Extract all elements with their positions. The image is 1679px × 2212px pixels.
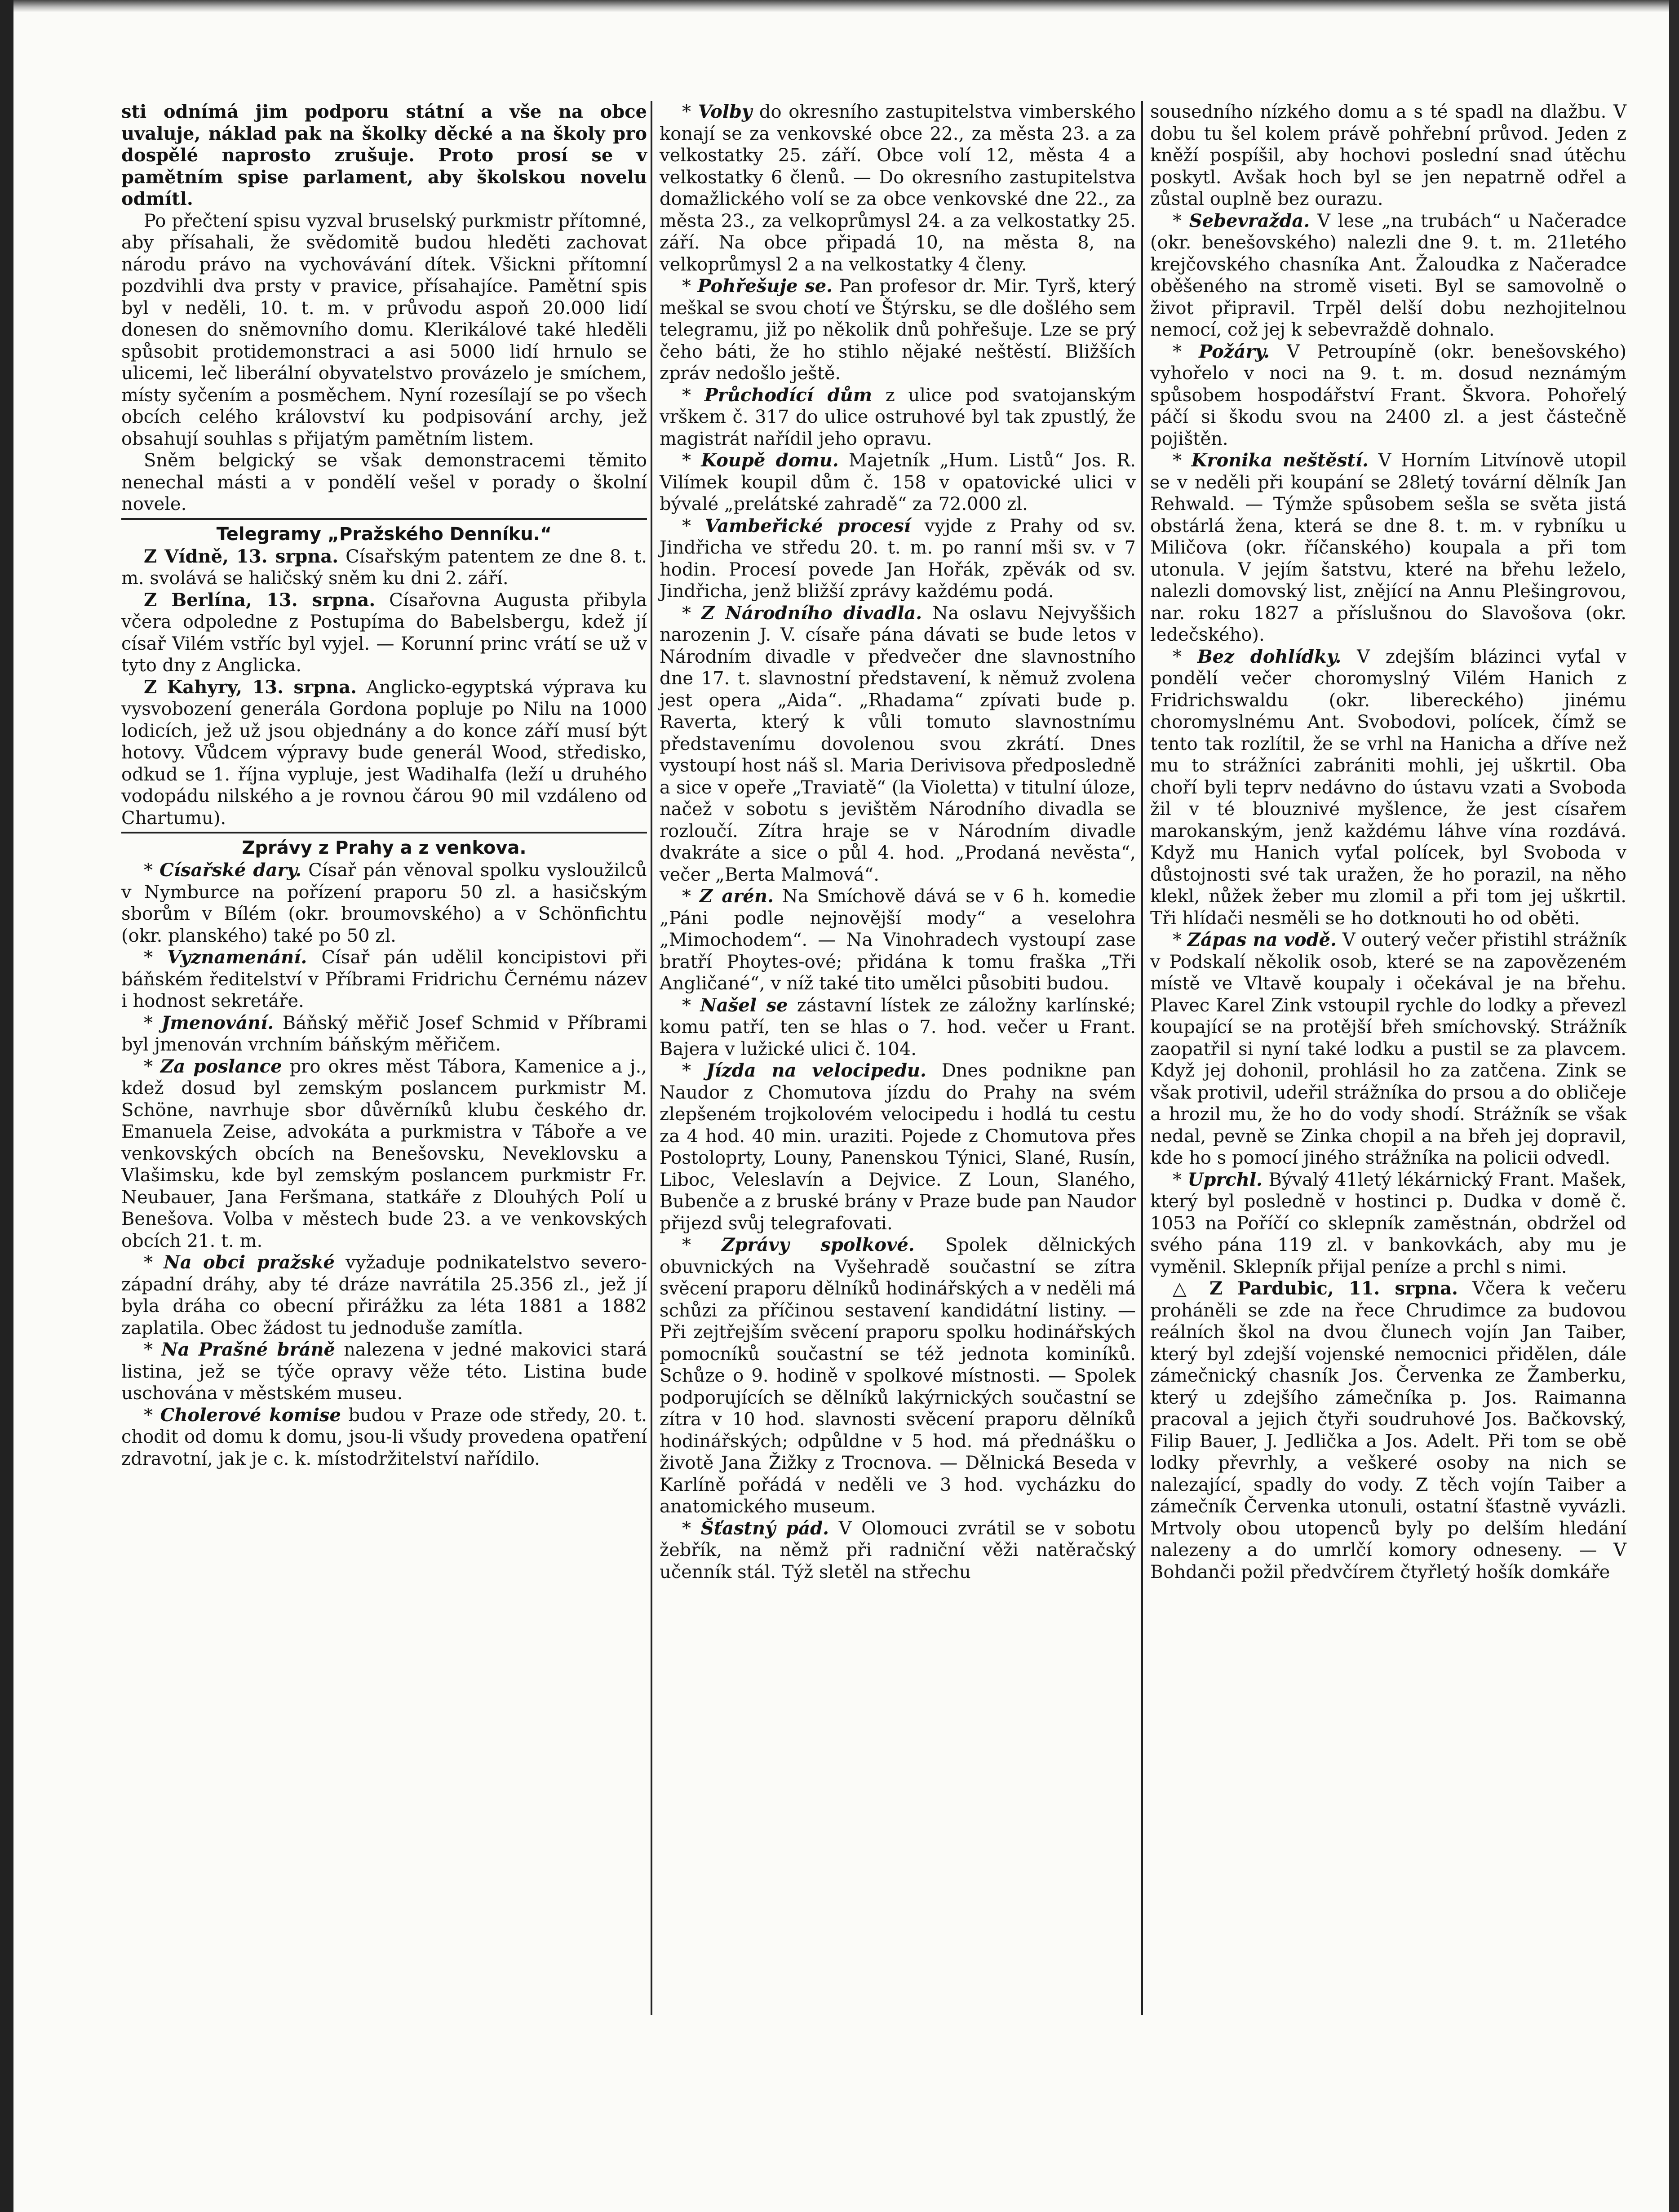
news-title: Vambeřické procesí	[704, 515, 911, 536]
news-text: pro okres měst Tábora, Kamenice a j., kdež dosud byl zemským poslancem purkmistr M. Schöne, navrhuje sbor důvěrníků klubu českého dr. Emanuela Zeise, advokáta a purkmistra v Táboře a ve venkovských obcích na Benešovsku, Neveklovsku a Vlašimsku, kde byl zemským poslancem purkmistr Fr. Neubauer, Jana Feršmana, statkáře z Dlouhých Polí u Benešova. Volba v městech bude 23. a ve venkovských obcích 21. t. m.	[121, 1056, 647, 1251]
telegram-item	[121, 590, 647, 677]
article-paragraph: sti odnímá jim podporu státní a vše na obce uvaluje, náklad pak na školky děcké a na školy pro dospělé naprosto zrušuje. Proto prosí se v pamětním spise parlament, aby školskou novelu odmítl.	[121, 101, 647, 209]
news-item: * Cholerové komise budou v Praze ode středy, 20. t. chodit od domu k domu, jsou-li všudy provedena opatření zdravotní, jak je c. k. místodržitelství nařídilo.	[121, 1404, 647, 1469]
news-title: Požáry.	[1199, 341, 1270, 362]
news-text: do okresního zastupitelstva vimberského konají se za venkovské obce 22., za města 23. a za velkostatky 25. září. Obce volí 12, města 4 a velkostatky 6 členů. — Do okresního zastupitelstva domažlického volí se za obce venkovské dne 22., za města 23., za velkoprůmysl 24. a za velkostatky 25. září. Na obce připadá 10, na města 8, na velkoprůmysl 2 a na velkostatky 4 členy.	[660, 102, 1136, 275]
news-item: * Na Prašné bráně nalezena v jedné makovici stará listina, jež se týče opravy věže této. Listina bude uschována v městském museu.	[121, 1339, 647, 1404]
column-divider	[651, 101, 652, 2015]
scan-edge-right	[1669, 0, 1679, 2212]
news-title: Z arén.	[700, 886, 774, 907]
news-title: Císařské dary.	[159, 860, 302, 881]
news-item: * Vyznamenání. Císař pán udělil koncipistovi při báňském ředitelství v Příbrami Fridrichu Černému název i hodnost sekretáře.	[121, 947, 647, 1011]
news-item: * Zprávy spolkové. Spolek dělnických obuvnických na Vyšehradě součastní se zítra svěcení praporu dělníků hodinářských a v neděli má schůzi za příčinou sestavení kandidátní listiny. — Při zejtřejším svěcení praporu spolku hodinářských pomocníků součastní se též jednota kominíků. Schůze o 9. hodině v spolkové místnosti. — Spolek podporujících se dělníků lakýrnických součastní se zítra v 10 hod. slavnosti svěcení praporu dělníků hodinářských; odpůldne v 5 hod. má přednášku o životě Jana Žižky z Trocnova. — Dělnická Beseda v Karlíně pořádá v neděli ve 3 hod. vycházku do anatomického museum.	[660, 1234, 1136, 1517]
telegram-item	[121, 677, 647, 829]
news-item: * Z arén. Na Smíchově dává se v 6 h. komedie „Páni podle nejnovější mody“ a veselohra „Mimochodem“. — Na Vinohradech vystoupí zase bratří Phoytes-ové; přidána k tomu fraška „Tři Angličané“, v níž také tito umělci působiti budou.	[660, 886, 1136, 994]
news-title: Našel se	[700, 994, 788, 1016]
news-title: Volby	[698, 101, 753, 122]
scan-edge-top	[0, 0, 1679, 12]
scan-edge-left	[0, 0, 13, 2212]
news-text: V outerý večer přistihl strážník v Podskalí několik osob, které se na zapovězeném místě ve Vltavě koupaly i očekával je na břehu. Plavec Karel Zink vstoupil rychle do lodky a převezl koupající se na protější břeh smíchovský. Strážník zaopatřil si nyní také lodku a pustil se za plavcem. Když jej dohonil, prohlásil ho za zatčena. Zink se však protivil, udeřil strážníka do prsou a do obličeje a hrozil mu, že ho do vody shodí. Strážník se však nedal, pevně se Zinka chopil a na břeh jej dopravil, kde ho s pomocí jiného strážníka na policii odvedl.	[1150, 930, 1626, 1168]
news-title: Na obci pražské	[164, 1252, 335, 1273]
dateline: Z Vídně, 13. srpna.	[144, 545, 339, 567]
news-item: * Sebevražda. V lese „na trubách“ u Načeradce (okr. benešovského) nalezli dne 9. t. m. 21letého krejčovského chasníka Ant. Žaloudka z Načeradce oběšeného na stromě viseti. Byl se samovolně o život připravil. Trpěl delší dobu nezhojitelnou nemocí, což jej k sebevraždě dohnalo.	[1150, 210, 1626, 340]
news-title: Na Prašné bráně	[161, 1339, 335, 1360]
news-title: Za poslance	[160, 1055, 282, 1077]
news-title: Cholerové komise	[160, 1404, 341, 1426]
news-title: Bez dohlídky.	[1197, 646, 1342, 667]
section-heading: Telegramy „Pražského Denníku.“	[216, 523, 552, 545]
news-title: Šťastný pád.	[700, 1517, 829, 1539]
news-title: Průchodící dům	[704, 384, 873, 406]
news-item: * Pohřešuje se. Pan profesor dr. Mir. Tyrš, který meškal se svou chotí ve Štýrsku, se dle došlého sem telegramu, již po několik dnů pohřešuje. Lze se prý čeho báti, že ho stihlo nějaké neštěstí. Bližších zpráv nedošlo ještě.	[660, 275, 1136, 384]
news-title: Vyznamenání.	[167, 947, 307, 968]
telegram-text: Císařovna Augusta přibyla včera odpoledne z Postupíma do Babelsbergu, kdež jí císař Vilém vstříc byl vyjel. — Korunní princ vrátí se už v tyto dny z Anglicka.	[121, 590, 647, 676]
column-divider	[1141, 101, 1143, 2015]
news-text: budou v Praze ode středy, 20. t. chodit od domu k domu, jsou-li všudy provedena opatření zdravotní, jak je c. k. místodržitelství nařídilo.	[121, 1405, 647, 1469]
news-title: Z Národního divadla.	[701, 602, 922, 624]
news-title: Jmenování.	[161, 1012, 274, 1033]
column-3	[1150, 101, 1626, 1583]
news-text: V Horním Litvínově utopil se v neděli při koupání se 28letý tovární dělník Jan Rehwald. — Týmže spůsobem sešla se světa jistá obstárlá žena, která se dne 8. t. m. v rybníku u Miličova (okr. říčanského) koupala a při tom utonula. V jejím šatstvu, které na břehu leželo, nalezli domovský list, znějící na Annu Plešingrovou, nar. roku 1827 a příslušnou do Slavošova (okr. ledečského).	[1150, 450, 1626, 645]
telegram-text: Anglicko-egyptská výprava ku vysvobození generála Gordona popluje po Nilu na 1000 lodicích, jež už jsou objednány a do konce září musí být hotovy. Vůdcem výpravy bude generál Wood, středisko, odkud se 1. října vypluje, jest Wadihalfa (leží u druhého vodopádu nilského a je rovnou čárou 90 mil vzdáleno od Chartumu).	[121, 677, 647, 829]
news-text: Císař pán udělil koncipistovi při báňském ředitelství v Příbrami Fridrichu Černému název i hodnost sekretáře.	[121, 947, 647, 1011]
news-text: Spolek dělnických obuvnických na Vyšehradě součastní se zítra svěcení praporu dělníků hodinářských a v neděli má schůzi za příčinou sestavení kandidátní listiny. — Při zejtřejším svěcení praporu spolku hodinářských pomocníků součastní se též jednota kominíků. Schůze o 9. hodině v spolkové místnosti. — Spolek podporujících se dělníků lakýrnických součastní se zítra v 10 hod. slavnosti svěcení praporu dělníků hodinářských; odpůldne v 5 hod. má přednášku o životě Jana Žižky z Trocnova. — Dělnická Beseda v Karlíně pořádá v neděli ve 3 hod. vycházku do anatomického museum.	[660, 1235, 1136, 1517]
news-item: * Uprchl. Bývalý 41letý lékárnický Frant. Mašek, který byl posledně v hostinci p. Dudka v domě č. 1053 na Poříčí co sklepník zaměstnán, obdržel od svého pána 119 zl. v bankovkách, aby mu je vyměnil. Sklepník přijal peníze a prchl s nimi.	[1150, 1169, 1627, 1277]
news-text: Včera k večeru proháněli se zde na řece Chrudimce za budovou reálních škol na dvou člunech vojín Jan Taiber, který byl zdejší vojenské nemocnici přidělen, dále zámečnický chasník Jos. Červenka ze Žamberku, který u zdejšího zámečníka p. Jos. Raimanna pracoval a jejich čtyři soudruhové Jos. Bačkovský, Filip Bauer, J. Jedlička a Jos. Adelt. Při tom se obě lodky převrhly, a veškeré osoby na nich se nalezající, spadly do vody. Z těch vojín Taiber a zámečník Červenka utonuli, ostatní šťastně vyvázli. Mrtvoly obou utopenců byly po delším hledání nalezeny a do umrlčí komory odneseny. — V Bohdanči požil předvčírem čtyřletý hošík domkáře	[1150, 1278, 1627, 1583]
news-item: * Našel se zástavní lístek ze záložny karlínské; komu patří, ten se hlas o 7. hod. večer u Frant. Bajera v lužické ulici č. 104.	[660, 994, 1136, 1059]
news-text: Pan profesor dr. Mir. Tyrš, který meškal se svou chotí ve Štýrsku, se dle došlého sem telegramu, již po několik dnů pohřešuje. Lze se prý čeho báti, že ho stihlo nějaké neštěstí. Bližších zpráv nedošlo ještě.	[660, 276, 1136, 384]
news-item: * Císařské dary. Císař pán věnoval spolku vysloužilců v Nymburce na pořízení praporu 50 zl. a hasičským sborům v Bílém (okr. broumovského) a v Schönfichtu (okr. planského) také po 50 zl.	[121, 860, 647, 946]
news-item: * Zápas na vodě. V outerý večer přistihl strážník v Podskalí několik osob, které se na zapovězeném místě ve Vltavě koupaly i očekával je na břehu. Plavec Karel Zink vstoupil rychle do lodky a převezl koupající se na protější břeh smíchovský. Strážník zaopatřil si nyní také lodku a pustil se za plavcem. Když jej dohonil, prohlásil ho za zatčena. Zink se však protivil, udeřil strážníka do prsou a do obličeje a hrozil mu, že ho do vody shodí. Strážník se však nedal, pevně se Zinka chopil a na břeh jej dopravil, kde ho s pomocí jiného strážníka na policii odvedl.	[1150, 929, 1626, 1168]
news-text: V Olomouci zvrátil se v sobotu žebřík, na němž při radniční věži natěračský učenník stál. Týž sletěl na střechu	[660, 1518, 1136, 1583]
news-title: Pohřešuje se.	[697, 275, 833, 297]
news-text: Báňský měřič Josef Schmid v Příbrami byl jmenován vrchním báňským měřičem.	[121, 1012, 647, 1055]
news-text: Císař pán věnoval spolku vysloužilců v Nymburce na pořízení praporu 50 zl. a hasičským sborům v Bílém (okr. broumovského) a v Schönfichtu (okr. planského) také po 50 zl.	[121, 860, 647, 946]
news-text: Na Smíchově dává se v 6 h. komedie „Páni podle nejnovější mody“ a veselohra „Mimochodem“. — Na Vinohradech vystoupí zase bratří Phoytes-ové; přidána k tomu fraška „Tři Angličané“, v níž také tito umělci působiti budou.	[660, 886, 1136, 994]
news-text: Majetník „Hum. Listů“ Jos. R. Vilímek koupil dům č. 158 v opatovické ulici v bývalé „prelátské zahradě“ za 72.000 zl.	[660, 450, 1136, 514]
telegram-item	[121, 546, 647, 590]
news-text: Na oslavu Nejvyššich narozenin J. V. císaře pána dávati se bude letos v Národním divadle v předvečer dne slavnostního dne 17. t. slavnostní představení, k němuž zvolena jest opera „Aida“. „Rhadama“ zpívati bude p. Raverta, který k vůli tomuto slavnostnímu představenímu dovolenou svou zkrátí. Dnes vystoupí host náš sl. Maria Derivisova předposledně a sice v opeře „Traviatě“ (la Violetta) v titulní úloze, načež v sobotu s jevištěm Národního divadla se rozloučí. Zítra hraje se v Národním divadle dvakráte a sice o půl 4. hod. „Prodaná nevěsta“, večer „Berta Malmová“.	[660, 603, 1136, 885]
news-title: Jízda na velocipedu.	[706, 1060, 926, 1081]
telegram-text: Císařským patentem ze dne 8. t. m. svolává se haličský sněm ku dni 2. září.	[121, 546, 647, 589]
section-rule	[121, 832, 647, 833]
column-1	[121, 101, 647, 1470]
news-text: z ulice pod svatojanským vrškem č. 317 do ulice ostruhové byl tak zpustlý, že magistrát nařídil jeho opravu.	[660, 385, 1136, 449]
news-text: V zdejším blázinci vyťal v pondělí večer choromyslný Vilém Hanich z Fridrichswaldu (okr. libereckého) jinému choromyslnému Ant. Svobodovi, polícek, čímž se tento tak rozlítil, že se vrhl na Hanicha a dříve než mu to strážníci zabrániti mohli, jej uškrtil. Oba choří byli teprv nedávno do ústavu vzati a Svoboda žil v té blouznivé myšlence, že jest císařem marokanským, jenž každému láhve vína rozdává. Když mu Hanich vyťal polícek, byl Svoboda v důstojnosti své tak uražen, že ho porazil, na něho klekl, nůžek žeber mu zlomil a při tom jej uškrtil. Tři hlídači nesměli se ho dotknouti ho od oběti.	[1150, 646, 1627, 929]
news-text: V Petroupíně (okr. benešovského) vyhořelo v noci na 9. t. m. dosud neznámým spůsobem hospodářství Frant. Škvora. Pohořelý páčí si škodu svou na 2400 zl. a jest částečně pojištěn.	[1150, 341, 1626, 449]
news-item: * Bez dohlídky. V zdejším blázinci vyťal v pondělí večer choromyslný Vilém Hanich z Fridrichswaldu (okr. libereckého) jinému choromyslnému Ant. Svobodovi, polícek, čímž se tento tak rozlítil, že se vrhl na Hanicha a dříve než mu to strážníci zabrániti mohli, jej uškrtil. Oba choří byli teprv nedávno do ústavu vzati a Svoboda žil v té blouznivé myšlence, že jest císařem marokanským, jenž každému láhve vína rozdává. Když mu Hanich vyťal polícek, byl Svoboda v důstojnosti své tak uražen, že ho porazil, na něho klekl, nůžek žeber mu zlomil a při tom jej uškrtil. Tři hlídači nesměli se ho dotknouti ho od oběti.	[1150, 646, 1627, 929]
news-item: * Požáry. V Petroupíně (okr. benešovského) vyhořelo v noci na 9. t. m. dosud neznámým spůsobem hospodářství Frant. Škvora. Pohořelý páčí si škodu svou na 2400 zl. a jest částečně pojištěn.	[1150, 341, 1626, 449]
news-item: * Šťastný pád. V Olomouci zvrátil se v sobotu žebřík, na němž při radniční věži natěračský učenník stál. Týž sletěl na střechu	[660, 1517, 1136, 1583]
news-title: Zprávy spolkové.	[722, 1234, 915, 1255]
news-item: * Z Národního divadla. Na oslavu Nejvyššich narozenin J. V. císaře pána dávati se bude letos v Národním divadle v předvečer dne slavnostního dne 17. t. slavnostní představení, k němuž zvolena jest opera „Aida“. „Rhadama“ zpívati bude p. Raverta, který k vůli tomuto slavnostnímu představenímu dovolenou svou zkrátí. Dnes vystoupí host náš sl. Maria Derivisova předposledně a sice v opeře „Traviatě“ (la Violetta) v titulní úloze, načež v sobotu s jevištěm Národního divadla se rozloučí. Zítra hraje se v Národním divadle dvakráte a sice o půl 4. hod. „Prodaná nevěsta“, večer „Berta Malmová“.	[660, 602, 1136, 885]
news-item: * Koupě domu. Majetník „Hum. Listů“ Jos. R. Vilímek koupil dům č. 158 v opatovické ulici v bývalé „prelátské zahradě“ za 72.000 zl.	[660, 450, 1136, 514]
news-item: * Průchodící dům z ulice pod svatojanským vrškem č. 317 do ulice ostruhové byl tak zpustlý, že magistrát nařídil jeho opravu.	[660, 384, 1136, 449]
article-paragraph: sousedního nízkého domu a s té spadl na dlažbu. V dobu tu šel kolem právě pohřební průvod. Jeden z kněží pospíšil, aby hochovi poslední snad útěchu poskytl. Avšak hoch byl se jen nepatrně odřel a zůstal ouplně bez ourazu.	[1150, 102, 1626, 209]
triangle-icon: △	[1173, 1278, 1195, 1299]
dateline: Z Kahyry, 13. srpna.	[144, 676, 357, 698]
news-text: zástavní lístek ze záložny karlínské; komu patří, ten se hlas o 7. hod. večer u Frant. Bajera v lužické ulici č. 104.	[660, 995, 1136, 1059]
news-item: * Jízda na velocipedu. Dnes podnikne pan Naudor z Chomutova jízdu do Prahy na svém zlepšeném trojkolovém velocipedu i hodlá tu cestu za 4 hod. 40 min. uraziti. Pojede z Chomutova přes Postoloprty, Louny, Panenskou Týnici, Slané, Rusín, Liboc, Veleslavín a Dejvice. Z Loun, Slaného, Bubenče a z bruské brány v Praze bude pan Naudor přijezd svůj telegrafovati.	[660, 1060, 1136, 1234]
article-paragraph: Po přečtení spisu vyzval bruselský purkmistr přítomné, aby přísahali, že svědomitě budou hleděti zachovat národu právo na vychovávání dítek. Všickni přítomní pozdvihli dva prsty v pravice, přísahajíce. Pamětní spis byl v neděli, 10. t. m. v průvodu aspoň 20.000 lidí donesen do sněmovního domu. Klerikálové také hleděli spůsobit protidemonstraci a asi 5000 lidí hrnulo se ulicemi, leč liberální obyvatelstvo provázelo je smíchem, místy syčením a posměchem. Nyní rozesílají se po všech obcích celého království ku podpisování archy, jež obsahují souhlas s přijatým pamětním listem.	[121, 210, 647, 449]
news-item	[1150, 1278, 1626, 1583]
dateline: Z Berlína, 13. srpna.	[144, 589, 376, 611]
news-text: Bývalý 41letý lékárnický Frant. Mašek, který byl posledně v hostinci p. Dudka v domě č. 1053 na Poříčí co sklepník zaměstnán, obdržel od svého pána 119 zl. v bankovkách, aby mu je vyměnil. Sklepník přijal peníze a prchl s nimi.	[1150, 1169, 1627, 1277]
section-heading: Zprávy z Prahy a z venkova.	[242, 838, 527, 858]
news-text: vyžaduje podnikatelstvo severo-západní dráhy, aby té dráze navrátila 25.356 zl., jež jí byla dráha co obecní přirážku za léta 1881 a 1882 zaplatila. Obec žádost tu jednoduše zamítla.	[121, 1252, 647, 1339]
news-text: Dnes podnikne pan Naudor z Chomutova jízdu do Prahy na svém zlepšeném trojkolovém velocipedu i hodlá tu cestu za 4 hod. 40 min. uraziti. Pojede z Chomutova přes Postoloprty, Louny, Panenskou Týnici, Slané, Rusín, Liboc, Veleslavín a Dejvice. Z Loun, Slaného, Bubenče a z bruské brány v Praze bude pan Naudor přijezd svůj telegrafovati.	[660, 1060, 1136, 1234]
column-2	[660, 101, 1136, 1583]
news-item: * Za poslance pro okres měst Tábora, Kamenice a j., kdež dosud byl zemským poslancem purkmistr M. Schöne, navrhuje sbor důvěrníků klubu českého dr. Emanuela Zeise, advokáta a purkmistra v Táboře a ve venkovských obcích na Benešovsku, Neveklovsku a Vlašimsku, kde byl zemským poslancem purkmistr Fr. Neubauer, Jana Feršmana, statkáře z Dlouhých Polí u Benešova. Volba v městech bude 23. a ve venkovských obcích 21. t. m.	[121, 1055, 647, 1251]
news-title: Uprchl.	[1187, 1169, 1263, 1190]
section-rule	[121, 518, 647, 520]
news-title: Koupě domu.	[701, 450, 839, 471]
news-item: * Kronika neštěstí. V Horním Litvínově utopil se v neděli při koupání se 28letý tovární dělník Jan Rehwald. — Týmže spůsobem sešla se světa jistá obstárlá žena, která se dne 8. t. m. v rybníku u Miličova (okr. říčanského) koupala a při tom utonula. V jejím šatstvu, které na břehu leželo, nalezli domovský list, znějící na Annu Plešingrovou, nar. roku 1827 a příslušnou do Slavošova (okr. ledečského).	[1150, 450, 1626, 645]
news-title: Kronika neštěstí.	[1191, 450, 1369, 471]
news-item: * Na obci pražské vyžaduje podnikatelstvo severo-západní dráhy, aby té dráze navrátila 25.356 zl., jež jí byla dráha co obecní přirážku za léta 1881 a 1882 zaplatila. Obec žádost tu jednoduše zamítla.	[121, 1252, 647, 1339]
article-paragraph: Sněm belgický se však demonstracemi těmito nenechal másti a v pondělí vešel v porady o školní novele.	[121, 450, 647, 514]
news-title: Sebevražda.	[1189, 210, 1310, 231]
news-text: V lese „na trubách“ u Načeradce (okr. benešovského) nalezli dne 9. t. m. 21letého krejčovského chasníka Ant. Žaloudka z Načeradce oběšeného na stromě viseti. Byl se samovolně o život připravil. Trpěl delší dobu nezhojitelnou nemocí, což jej k sebevraždě dohnalo.	[1150, 210, 1626, 340]
news-item: * Vambeřické procesí vyjde z Prahy od sv. Jindřicha ve středu 20. t. m. po ranní mši sv. v 7 hodin. Procesí povede Jan Hořák, zpěvák od sv. Jindřicha, jenž bližší zprávy každému podá.	[660, 515, 1136, 602]
news-text: nalezena v jedné makovici stará listina, jež se týče opravy věže této. Listina bude uschována v městském museu.	[121, 1339, 647, 1404]
news-item: * Volby do okresního zastupitelstva vimberského konají se za venkovské obce 22., za města 23. a za velkostatky 25. září. Obce volí 12, města 4 a velkostatky 6 členů. — Do okresního zastupitelstva domažlického volí se za obce venkovské dne 22., za města 23., za velkoprůmysl 24. a za velkostatky 25. září. Na obce připadá 10, na města 8, na velkoprůmysl 2 a na velkostatky 4 členy.	[660, 101, 1136, 275]
dateline: Z Pardubic, 11. srpna.	[1209, 1278, 1458, 1299]
news-title: Zápas na vodě.	[1187, 929, 1337, 950]
news-item: * Jmenování. Báňský měřič Josef Schmid v Příbrami byl jmenován vrchním báňským měřičem.	[121, 1012, 647, 1055]
news-text: vyjde z Prahy od sv. Jindřicha ve středu 20. t. m. po ranní mši sv. v 7 hodin. Procesí povede Jan Hořák, zpěvák od sv. Jindřicha, jenž bližší zprávy každému podá.	[660, 515, 1136, 602]
